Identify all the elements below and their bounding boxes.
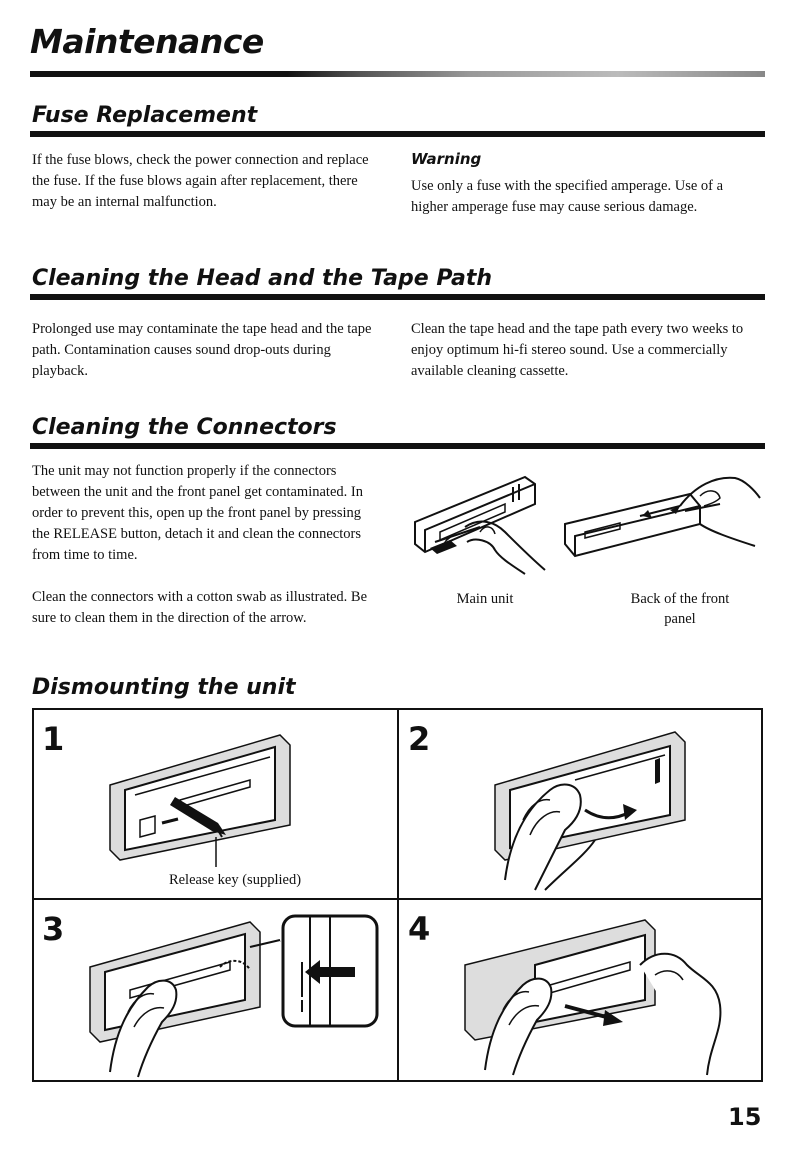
fuse-heading: Fuse Replacement xyxy=(32,103,258,128)
release-key-label: Release key (supplied) xyxy=(168,872,302,888)
grid-right xyxy=(761,708,763,1082)
step-3-number: 3 xyxy=(42,910,65,948)
page-title: Maintenance xyxy=(30,22,264,61)
cleaning-connectors-rule xyxy=(30,443,765,449)
connectors-body-1: The unit may not function properly if the connectors between the unit and the front panel get contaminated. In order to prevent this, open up the front panel by pressing the RELEASE button, detach it and clean the connectors from time to time. xyxy=(32,463,363,563)
warning-title: Warning xyxy=(411,150,482,168)
cleaning-head-heading: Cleaning the Head and the Tape Path xyxy=(32,266,493,291)
front-panel-illustration xyxy=(560,466,765,586)
connectors-body-2: Clean the connectors with a cotton swab as illustrated. Be sure to clean them in the direction of the arrow. xyxy=(32,589,368,626)
grid-horizontal xyxy=(32,898,763,900)
step-1-illustration xyxy=(100,725,310,870)
cleaning-head-left: Prolonged use may contaminate the tape head and the tape path. Contamination causes sound drop-outs during playback. xyxy=(32,321,372,379)
step-2-illustration xyxy=(465,720,695,895)
step-3-illustration xyxy=(80,912,290,1080)
main-unit-illustration xyxy=(395,462,565,582)
step-4-illustration xyxy=(455,910,745,1080)
cleaning-connectors-heading: Cleaning the Connectors xyxy=(32,415,337,440)
grid-left xyxy=(32,708,34,1082)
step-2-number: 2 xyxy=(408,720,431,758)
fuse-rule xyxy=(30,131,765,137)
caption-back-panel: Back of the front panel xyxy=(630,591,730,627)
cleaning-head-rule xyxy=(30,294,765,300)
dismounting-heading: Dismounting the unit xyxy=(32,675,296,700)
grid-vertical xyxy=(397,708,399,1082)
warning-body: Use only a fuse with the specified amperage. Use of a higher amperage fuse may cause serious damage. xyxy=(411,178,724,215)
caption-main-unit: Main unit xyxy=(456,591,514,607)
step-1-number: 1 xyxy=(42,720,65,758)
page-number: 15 xyxy=(728,1103,762,1131)
step-3-detail-illustration xyxy=(280,912,380,1032)
title-rule xyxy=(30,71,765,77)
fuse-body: If the fuse blows, check the power connection and replace the fuse. If the fuse blows again after replacement, there may be an internal malfunction. xyxy=(32,152,369,210)
step-4-number: 4 xyxy=(408,910,431,948)
cleaning-head-right: Clean the tape head and the tape path every two weeks to enjoy optimum hi-fi stereo sound. Use a commercially available cleaning cassette. xyxy=(411,321,744,379)
